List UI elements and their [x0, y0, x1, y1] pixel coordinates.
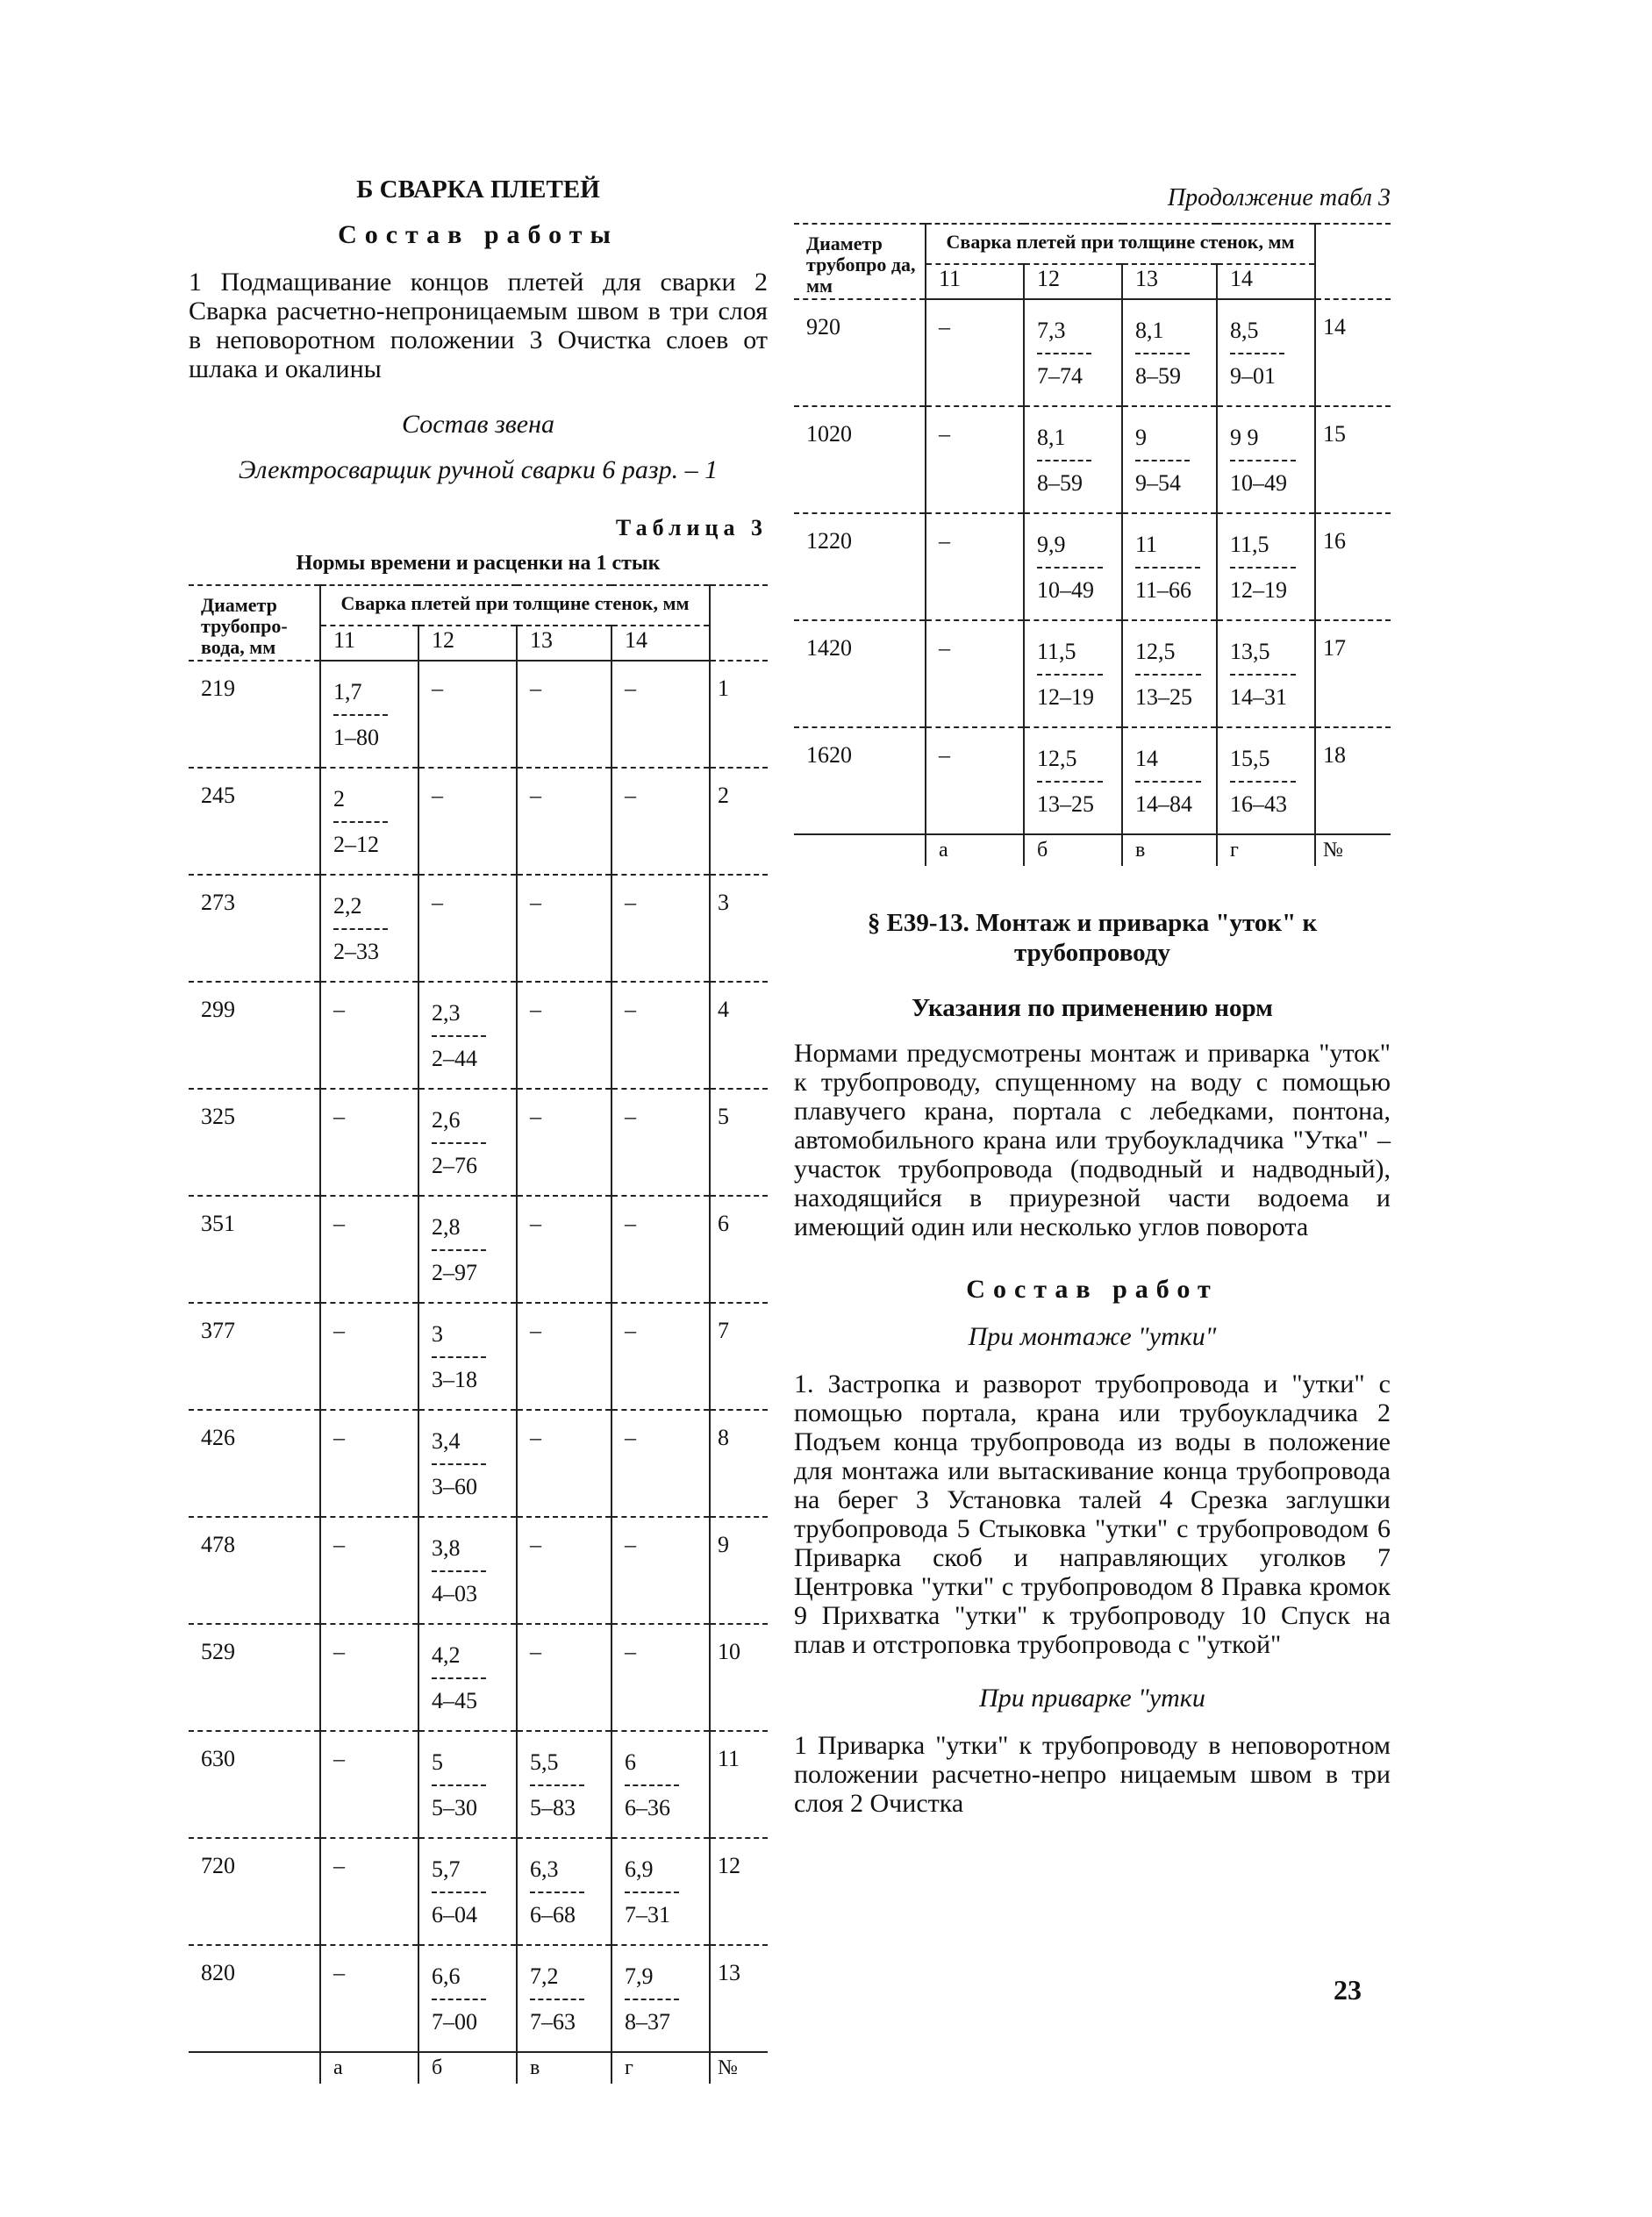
dash-mark: –	[625, 1425, 636, 1450]
table-row	[189, 1196, 768, 1303]
time-norm: 1,7	[333, 670, 388, 716]
norm-value-cell	[418, 1945, 517, 2052]
row-number: 14	[1315, 299, 1391, 406]
norm-value-cell	[1024, 299, 1122, 406]
empty-cell	[418, 661, 517, 768]
norm-value-cell	[1217, 620, 1315, 727]
norm-value-cell	[418, 982, 517, 1089]
row-number: 3	[710, 875, 768, 982]
rate-value: 2–76	[432, 1153, 477, 1178]
row-number: 17	[1315, 620, 1391, 727]
table-row	[794, 299, 1391, 406]
empty-cell	[926, 299, 1024, 406]
norms-table-left	[189, 584, 768, 2084]
row-number: 13	[710, 1945, 768, 2052]
dash-mark: –	[432, 676, 443, 701]
empty-cell	[517, 1089, 611, 1196]
empty-cell	[320, 1410, 418, 1517]
thickness-header: 13	[517, 626, 611, 661]
row-number: 10	[710, 1624, 768, 1731]
empty-cell	[611, 1196, 710, 1303]
empty-cell	[517, 1624, 611, 1731]
left-column	[189, 175, 768, 2084]
norm-value-cell	[418, 1517, 517, 1624]
row-number: 16	[1315, 513, 1391, 620]
empty-cell	[320, 1089, 418, 1196]
diameter-cell: 219	[189, 661, 320, 768]
norm-value-cell	[1122, 620, 1217, 727]
rate-value: 14–31	[1230, 684, 1287, 710]
guide-text: Нормами предусмотрены монтаж и приварка "уток" к трубопроводу, спущенному на воду с помощью плавучего крана, портала с лебедками, понтона, автомобильного крана или трубоукладчика "Утка" – участок трубопровода (подводный и надводный), находящийся в приурезной части водоема и имеющий один или несколько углов поворота	[794, 1039, 1391, 1241]
empty-cell	[320, 1196, 418, 1303]
rate-value: 16–43	[1230, 791, 1287, 817]
rate-value: 2–12	[333, 832, 379, 857]
dash-mark: –	[625, 783, 636, 808]
dash-mark: –	[530, 1104, 541, 1129]
time-norm: 2,6	[432, 1098, 486, 1144]
row-number: 8	[710, 1410, 768, 1517]
rate-value: 6–68	[530, 1902, 576, 1927]
time-norm: 2	[333, 777, 388, 823]
empty-cell	[517, 1196, 611, 1303]
time-norm: 11,5	[1037, 630, 1103, 676]
rate-value: 10–49	[1230, 470, 1287, 496]
dash-mark: –	[333, 997, 345, 1022]
norm-value-cell	[611, 1945, 710, 2052]
row-number: 2	[710, 768, 768, 875]
dash-mark: –	[530, 1211, 541, 1236]
rate-value: 3–60	[432, 1474, 477, 1499]
dash-mark: –	[530, 1425, 541, 1450]
thickness-group-header: Сварка плетей при толщине стенок, мм	[926, 224, 1315, 264]
dash-mark: –	[530, 890, 541, 915]
dash-mark: –	[530, 1639, 541, 1664]
column-letter: в	[517, 2052, 611, 2084]
rate-value: 6–04	[432, 1902, 477, 1927]
norm-value-cell	[1217, 299, 1315, 406]
thickness-header: 14	[1217, 264, 1315, 299]
time-norm: 2,8	[432, 1205, 486, 1251]
table-row	[189, 1731, 768, 1838]
rate-value: 2–33	[333, 939, 379, 964]
rate-value: 6–36	[625, 1795, 670, 1820]
rate-value: 13–25	[1037, 791, 1094, 817]
thickness-header: 14	[611, 626, 710, 661]
diameter-cell: 273	[189, 875, 320, 982]
rate-value: 12–19	[1230, 577, 1287, 603]
row-number: 5	[710, 1089, 768, 1196]
rate-value: 1–80	[333, 725, 379, 750]
column-letter: а	[926, 834, 1024, 866]
time-norm: 12,5	[1135, 630, 1201, 676]
empty-cell	[517, 661, 611, 768]
thickness-header: 12	[1024, 264, 1122, 299]
dash-mark: –	[625, 676, 636, 701]
diameter-header: Диаметр трубопро-вода, мм	[189, 585, 320, 661]
mounting-heading: При монтаже "утки"	[968, 1322, 1217, 1351]
empty-cell	[611, 875, 710, 982]
empty-cell	[926, 727, 1024, 834]
row-number: 9	[710, 1517, 768, 1624]
norm-value-cell	[517, 1731, 611, 1838]
time-norm: 5,7	[432, 1848, 486, 1893]
empty-cell	[418, 875, 517, 982]
time-norm: 6,9	[625, 1848, 679, 1893]
diameter-cell: 529	[189, 1624, 320, 1731]
time-norm: 6	[625, 1741, 679, 1786]
thickness-header: 11	[926, 264, 1024, 299]
dash-mark: –	[625, 1104, 636, 1129]
table-row	[794, 513, 1391, 620]
welding-heading: При приварке "утки	[979, 1684, 1205, 1713]
time-norm: 3	[432, 1312, 486, 1358]
rate-value: 10–49	[1037, 577, 1094, 603]
diameter-header: Диаметр трубопро да, мм	[794, 224, 926, 299]
norm-value-cell	[1217, 727, 1315, 834]
dash-mark: –	[530, 1318, 541, 1343]
empty-cell	[320, 982, 418, 1089]
section-title-mounting: § Е39-13. Монтаж и приварка "уток" к трубопроводу	[867, 909, 1318, 967]
rate-value: 4–03	[432, 1581, 477, 1606]
row-number: 15	[1315, 406, 1391, 513]
row-number: 4	[710, 982, 768, 1089]
norm-value-cell	[1024, 727, 1122, 834]
rate-value: 5–30	[432, 1795, 477, 1820]
rate-value: 9–54	[1135, 470, 1181, 496]
dash-mark: –	[939, 742, 950, 768]
crew-heading: Состав звена	[401, 410, 554, 439]
time-norm: 13,5	[1230, 630, 1296, 676]
diameter-cell: 1420	[794, 620, 926, 727]
empty-cell	[517, 875, 611, 982]
dash-mark: –	[625, 997, 636, 1022]
work-composition-heading: Состав работ	[966, 1275, 1219, 1304]
table-row	[189, 982, 768, 1089]
time-norm: 8,5	[1230, 309, 1284, 354]
table-row	[189, 1089, 768, 1196]
time-norm: 6,6	[432, 1955, 486, 2000]
table-row	[189, 1410, 768, 1517]
rate-value: 11–66	[1135, 577, 1192, 603]
page-number: 23	[1334, 1974, 1362, 2006]
norm-value-cell	[320, 768, 418, 875]
dash-mark: –	[625, 890, 636, 915]
table-row	[189, 1838, 768, 1945]
empty-cell	[320, 1731, 418, 1838]
thickness-header: 11	[320, 626, 418, 661]
time-norm: 8,1	[1037, 416, 1091, 461]
empty-cell	[611, 1303, 710, 1410]
dash-mark: –	[333, 1104, 345, 1129]
diameter-cell: 325	[189, 1089, 320, 1196]
empty-cell	[611, 661, 710, 768]
empty-cell	[926, 406, 1024, 513]
diameter-cell: 920	[794, 299, 926, 406]
diameter-cell: 1220	[794, 513, 926, 620]
dash-mark: –	[939, 528, 950, 554]
column-number-sign: №	[710, 2052, 768, 2084]
row-number: 6	[710, 1196, 768, 1303]
rate-value: 8–59	[1135, 363, 1181, 389]
time-norm: 8,1	[1135, 309, 1190, 354]
time-norm: 7,3	[1037, 309, 1091, 354]
table-row	[794, 727, 1391, 834]
thickness-header: 12	[418, 626, 517, 661]
norm-value-cell	[418, 1838, 517, 1945]
empty-cell	[320, 1303, 418, 1410]
dash-mark: –	[333, 1425, 345, 1450]
dash-mark: –	[333, 1532, 345, 1557]
time-norm: 5,5	[530, 1741, 584, 1786]
diameter-cell: 478	[189, 1517, 320, 1624]
dash-mark: –	[333, 1960, 345, 1985]
table-row	[189, 661, 768, 768]
time-norm: 2,2	[333, 884, 388, 930]
time-norm: 6,3	[530, 1848, 584, 1893]
table-row	[189, 875, 768, 982]
empty-cell	[517, 768, 611, 875]
table-row	[794, 620, 1391, 727]
norm-value-cell	[1024, 513, 1122, 620]
empty-cell	[320, 1517, 418, 1624]
rate-value: 8–59	[1037, 470, 1083, 496]
empty-cell	[611, 1517, 710, 1624]
time-norm: 9	[1135, 416, 1190, 461]
column-letter: в	[1122, 834, 1217, 866]
dash-mark: –	[333, 1853, 345, 1878]
column-letter: б	[1024, 834, 1122, 866]
time-norm: 2,3	[432, 991, 486, 1037]
row-number: 1	[710, 661, 768, 768]
rate-value: 5–83	[530, 1795, 576, 1820]
diameter-cell: 820	[189, 1945, 320, 2052]
column-letter: г	[1217, 834, 1315, 866]
rate-value: 14–84	[1135, 791, 1192, 817]
norm-value-cell	[1217, 406, 1315, 513]
rate-value: 4–45	[432, 1688, 477, 1713]
dash-mark: –	[625, 1211, 636, 1236]
time-norm: 7,9	[625, 1955, 679, 2000]
time-norm: 12,5	[1037, 737, 1103, 783]
diameter-cell: 630	[189, 1731, 320, 1838]
empty-cell	[517, 982, 611, 1089]
norm-value-cell	[1024, 620, 1122, 727]
crew-text: Электросварщик ручной сварки 6 разр. – 1	[238, 455, 719, 484]
norm-value-cell	[1122, 299, 1217, 406]
rate-value: 7–31	[625, 1902, 670, 1927]
empty-cell	[611, 982, 710, 1089]
diameter-cell: 426	[189, 1410, 320, 1517]
time-norm: 9,9	[1037, 523, 1103, 569]
time-norm: 15,5	[1230, 737, 1296, 783]
empty-cell	[611, 1089, 710, 1196]
norms-table-right	[794, 223, 1391, 866]
empty-cell	[517, 1303, 611, 1410]
right-column	[794, 175, 1391, 1818]
norm-value-cell	[1024, 406, 1122, 513]
dash-mark: –	[530, 783, 541, 808]
diameter-cell: 720	[189, 1838, 320, 1945]
row-number: 12	[710, 1838, 768, 1945]
dash-mark: –	[939, 314, 950, 340]
rate-value: 2–44	[432, 1046, 477, 1071]
rate-value: 3–18	[432, 1367, 477, 1392]
rate-value: 13–25	[1135, 684, 1192, 710]
rate-value: 7–00	[432, 2009, 477, 2035]
time-norm: 14	[1135, 737, 1201, 783]
time-norm: 11,5	[1230, 523, 1296, 569]
dash-mark: –	[432, 783, 443, 808]
dash-mark: –	[939, 635, 950, 661]
diameter-cell: 299	[189, 982, 320, 1089]
diameter-cell: 1620	[794, 727, 926, 834]
guide-heading: Указания по применению норм	[912, 994, 1273, 1022]
empty-cell	[926, 513, 1024, 620]
table-row	[189, 1624, 768, 1731]
time-norm: 3,4	[432, 1420, 486, 1465]
work-composition-text: 1 Подмащивание концов плетей для сварки 2 Сварка расчетно-непроницаемым швом в три слоя в неповоротном положении 3 Очистка слоев от шлака и окалины	[189, 268, 768, 383]
row-number: 7	[710, 1303, 768, 1410]
table-row	[794, 406, 1391, 513]
diameter-cell: 377	[189, 1303, 320, 1410]
time-norm: 9 9	[1230, 416, 1296, 461]
norm-value-cell	[1122, 406, 1217, 513]
norm-value-cell	[517, 1838, 611, 1945]
dash-mark: –	[625, 1639, 636, 1664]
empty-cell	[418, 768, 517, 875]
dash-mark: –	[530, 997, 541, 1022]
thickness-group-header: Сварка плетей при толщине стенок, мм	[320, 585, 710, 626]
norm-value-cell	[1217, 513, 1315, 620]
table-row	[189, 1517, 768, 1624]
time-norm: 4,2	[432, 1634, 486, 1679]
dash-mark: –	[625, 1318, 636, 1343]
empty-cell	[611, 768, 710, 875]
dash-mark: –	[625, 1532, 636, 1557]
column-letter: а	[320, 2052, 418, 2084]
norm-value-cell	[1122, 513, 1217, 620]
time-norm: 11	[1135, 523, 1200, 569]
table-row	[189, 768, 768, 875]
mounting-text: 1. Застропка и разворот трубопровода и "утки" с помощью портала, крана или трубоукладчика 2 Подъем конца трубопровода из воды в положение для монтажа или вытаскивание конца трубопровода на берег 3 Установка талей 4 Срезка заглушки трубопровода 5 Стыковка "утки" с трубопроводом 6 Приварка скоб и направляющих уголков 7 Центровка "утки" с трубопроводом 8 Правка кромок 9 Прихватка "утки" к трубопроводу 10 Спуск на плав и отстроповка трубопровода с "уткой"	[794, 1370, 1391, 1659]
column-letter: г	[611, 2052, 710, 2084]
norm-value-cell	[418, 1410, 517, 1517]
welding-text: 1 Приварка "утки" к трубопроводу в неповоротном положении расчетно-непро ницаемым швом в три слоя 2 Очистка	[794, 1731, 1391, 1818]
diameter-cell: 245	[189, 768, 320, 875]
rate-value: 7–74	[1037, 363, 1083, 389]
rate-value: 7–63	[530, 2009, 576, 2035]
time-norm: 5	[432, 1741, 486, 1786]
empty-cell	[926, 620, 1024, 727]
norm-value-cell	[418, 1731, 517, 1838]
norm-value-cell	[517, 1945, 611, 2052]
empty-cell	[320, 1624, 418, 1731]
norm-value-cell	[320, 661, 418, 768]
rate-value: 9–01	[1230, 363, 1276, 389]
dash-mark: –	[530, 1532, 541, 1557]
table-continuation-label: Продолжение табл 3	[1167, 184, 1391, 211]
table-title: Нормы времени и расценки на 1 стык	[296, 552, 661, 575]
section-title-welding: Б СВАРКА ПЛЕТЕЙ	[356, 175, 600, 204]
rate-value: 2–97	[432, 1260, 477, 1285]
empty-cell	[611, 1624, 710, 1731]
dash-mark: –	[333, 1639, 345, 1664]
diameter-cell: 1020	[794, 406, 926, 513]
dash-mark: –	[333, 1211, 345, 1236]
table-label: Таблица 3	[615, 515, 768, 540]
thickness-header: 13	[1122, 264, 1217, 299]
norm-value-cell	[1122, 727, 1217, 834]
row-number: 11	[710, 1731, 768, 1838]
norm-value-cell	[418, 1624, 517, 1731]
column-letter: б	[418, 2052, 517, 2084]
dash-mark: –	[333, 1746, 345, 1771]
empty-cell	[320, 1838, 418, 1945]
dash-mark: –	[530, 676, 541, 701]
row-number: 18	[1315, 727, 1391, 834]
rate-value: 12–19	[1037, 684, 1094, 710]
empty-cell	[517, 1410, 611, 1517]
dash-mark: –	[432, 890, 443, 915]
column-number-sign: №	[1315, 834, 1391, 866]
norm-value-cell	[320, 875, 418, 982]
norm-value-cell	[418, 1196, 517, 1303]
norm-value-cell	[418, 1089, 517, 1196]
empty-cell	[320, 1945, 418, 2052]
diameter-cell: 351	[189, 1196, 320, 1303]
norm-value-cell	[611, 1731, 710, 1838]
table-row	[189, 1303, 768, 1410]
rate-value: 8–37	[625, 2009, 670, 2035]
work-composition-heading: Состав работы	[338, 220, 619, 249]
empty-cell	[517, 1517, 611, 1624]
table-row	[189, 1945, 768, 2052]
dash-mark: –	[939, 421, 950, 447]
norm-value-cell	[611, 1838, 710, 1945]
dash-mark: –	[333, 1318, 345, 1343]
time-norm: 7,2	[530, 1955, 584, 2000]
time-norm: 3,8	[432, 1527, 486, 1572]
norm-value-cell	[418, 1303, 517, 1410]
empty-cell	[611, 1410, 710, 1517]
